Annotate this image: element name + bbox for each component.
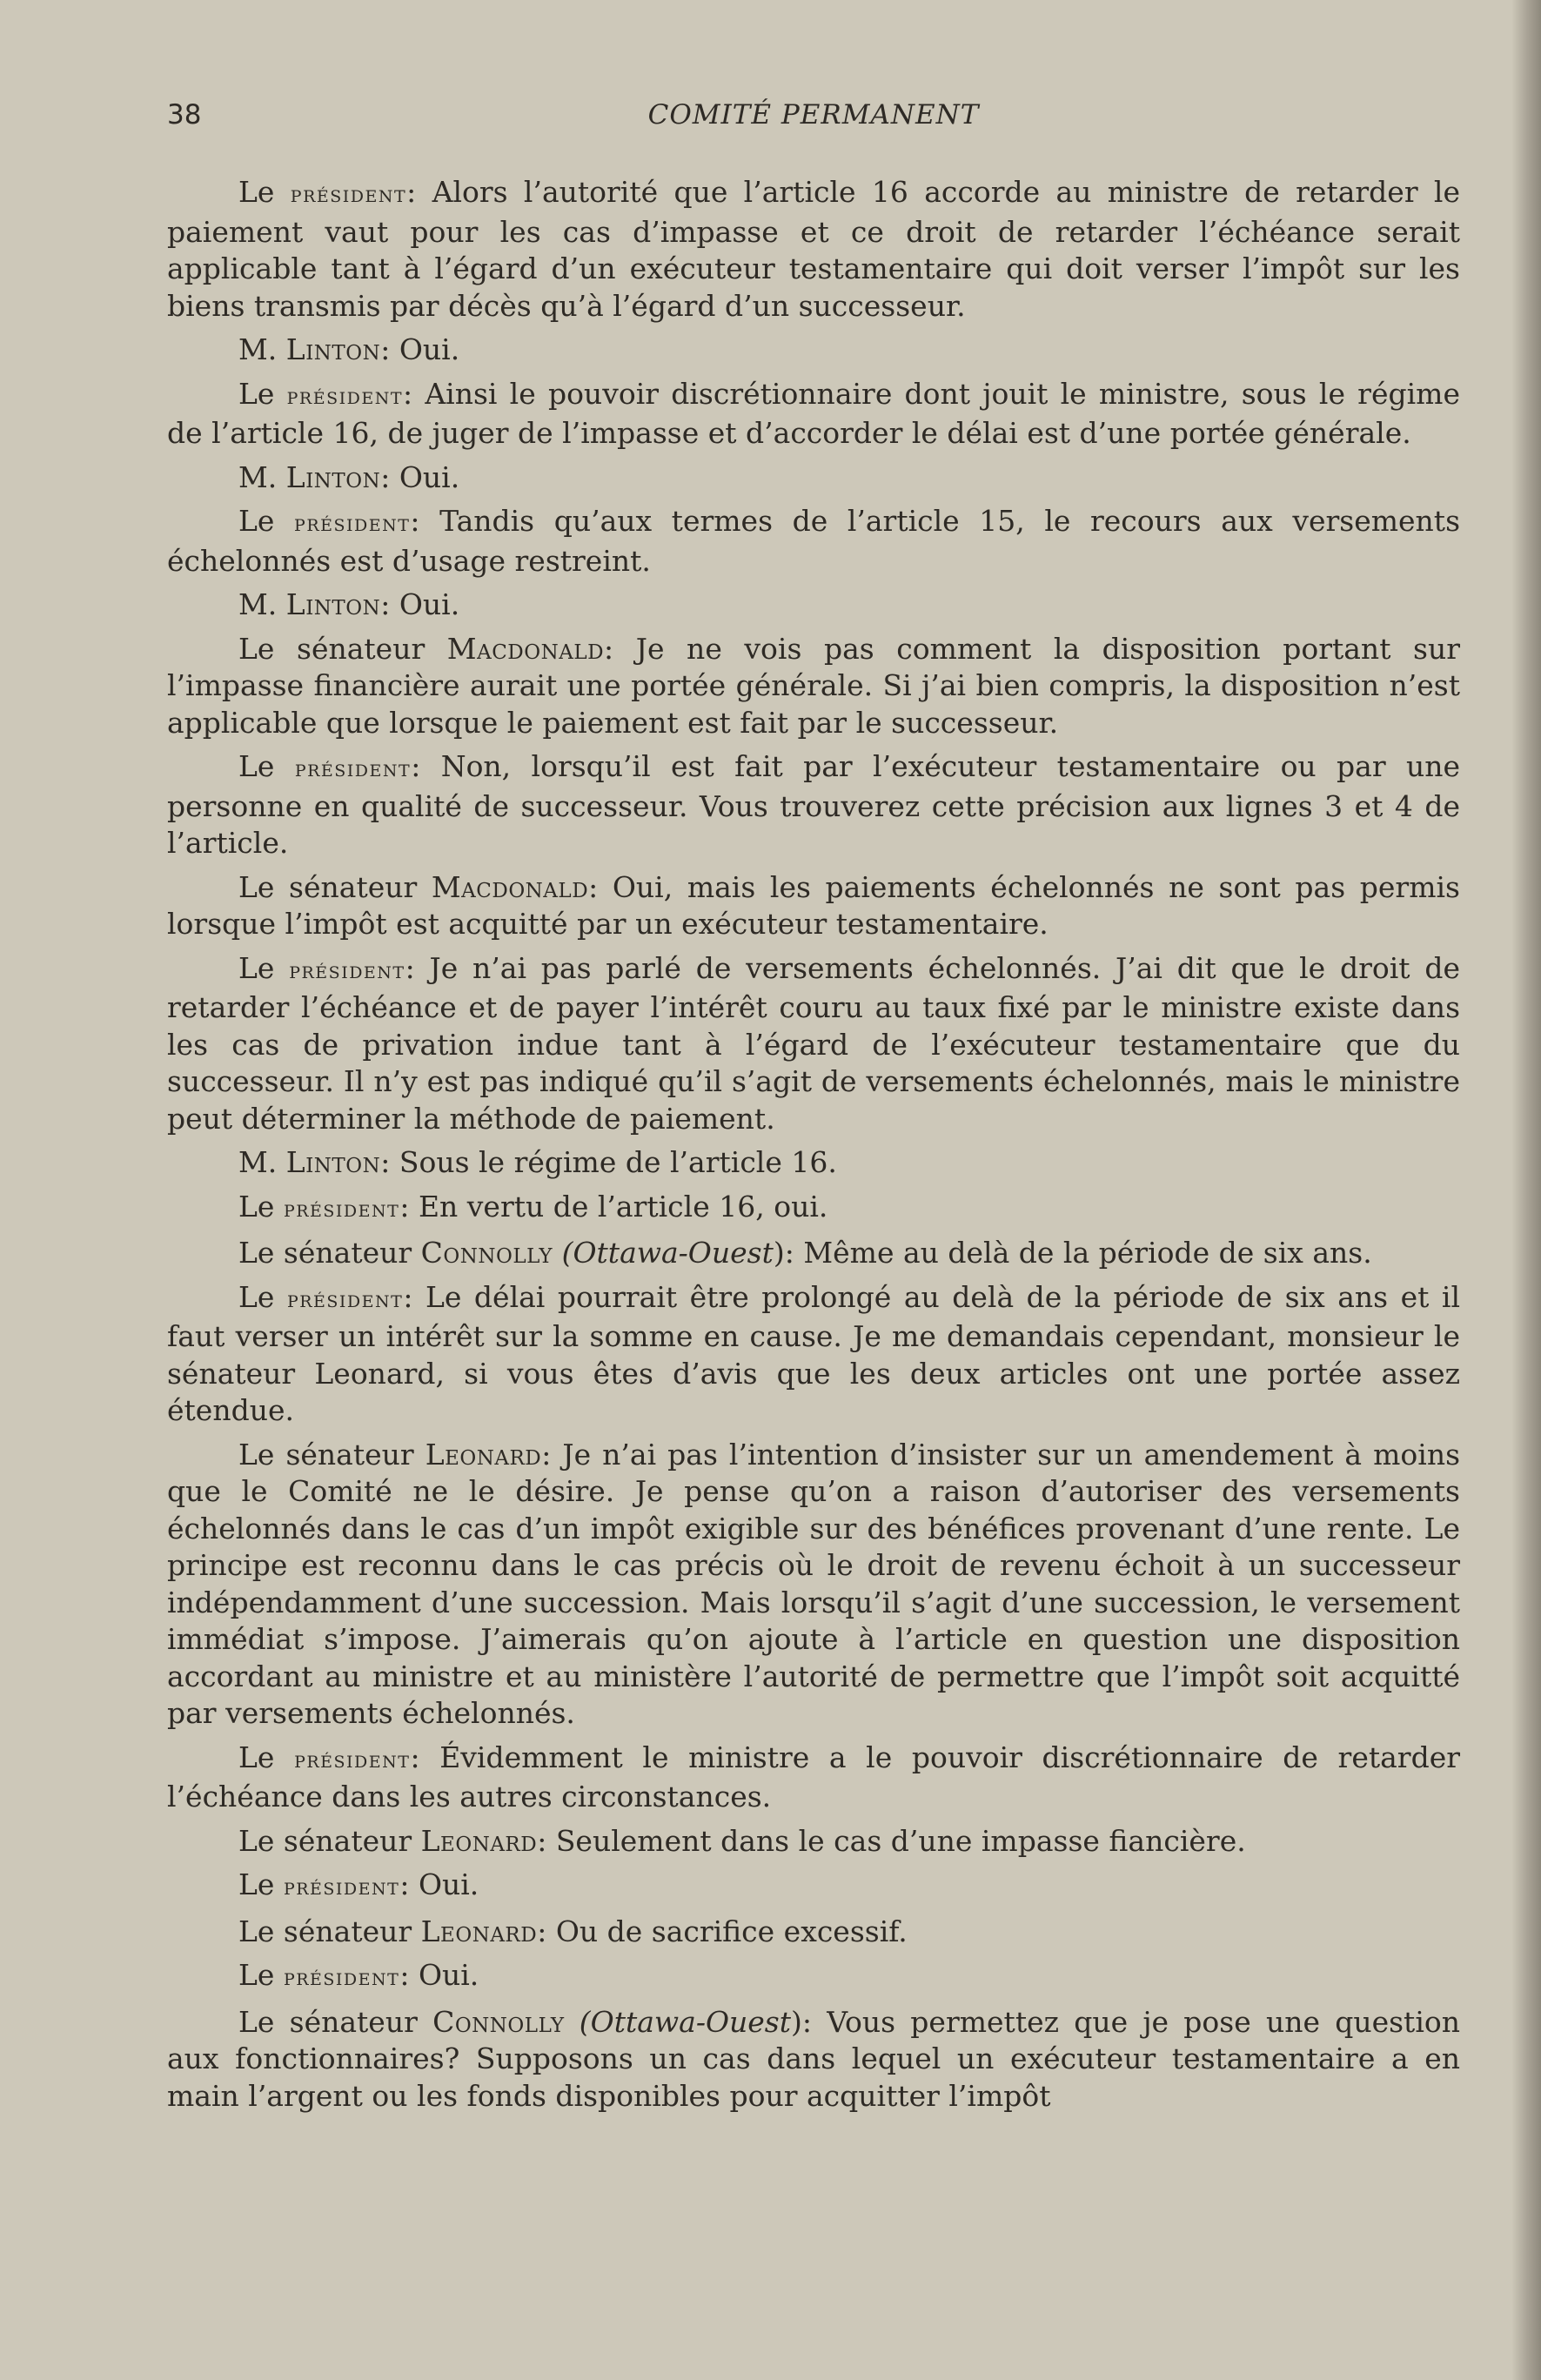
transcript-paragraph: Le président: En vertu de l’article 16, oui. (238, 1189, 828, 1224)
speaker-title: Le (238, 1867, 284, 1901)
transcript-paragraph: Le sénateur Leonard: Seulement dans le cas d’une impasse fiancière. (238, 1823, 1246, 1858)
speaker-title: Le (238, 504, 295, 538)
speech-text: Tandis qu’aux termes de l’article 15, le recours aux versements échelonnés est d’usage restreint. (167, 504, 1460, 578)
transcript-body (167, 174, 1460, 2122)
speech-text: Oui. (399, 587, 460, 621)
transcript-paragraph: Le président: Oui. (238, 1867, 479, 1901)
transcript-paragraph: Le président: Non, lorsqu’il est fait par l’exécuteur testamentaire ou par une personne en qualité de successeur. Vous trouverez cette précision aux lignes 3 et 4 de l’article. (167, 749, 1461, 860)
speech-text: Oui. (399, 459, 460, 494)
transcript-paragraph: Le président: Je n’ai pas parlé de versements échelonnés. J’ai dit que le droit de retarder l’échéance et de payer l’intérêt couru au taux fixé par le ministre existe dans les cas de privation indue tant à l’égard de l’exécuteur testamentaire que du successeur. Il n’y est pas indiqué qu’il s’agit de versements échelonnés, mais le ministre peut déterminer la méthode de paiement. (167, 950, 1460, 1136)
speech-text: Alors l’autorité que l’article 16 accorde au ministre de retarder le paiement vaut pour les cas d’impasse et ce droit de retarder l’échéance serait applicable tant à l’égard d’un exécuteur testamentaire qui doit verser l’impôt sur les biens transmis par décès qu’à l’égard d’un successeur. (167, 175, 1461, 323)
speaker-name: Leonard (420, 1823, 538, 1858)
speech-text: Oui. (418, 1867, 479, 1901)
transcript-paragraph: Le sénateur Macdonald: Je ne vois pas comment la disposition portant sur l’impasse financière aurait une portée générale. Si j’ai bien compris, la disposition n’est applicable que lorsque le paiement est fait par le successeur. (167, 631, 1460, 740)
transcript-paragraph: M. Linton: Oui. (238, 587, 460, 621)
speaker-title: M. (238, 587, 286, 621)
speech-text: Le délai pourrait être prolongé au delà de la période de six ans et il faut verser un intérêt sur la somme en cause. Je me demandais cependant, monsieur le sénateur Leonard, si vous êtes d’avis que les deux articles ont une portée assez étendue. (167, 1279, 1461, 1427)
running-title: COMITÉ PERMANENT (647, 99, 980, 131)
speaker-title: Le (238, 749, 295, 783)
transcript-paragraph: Le président: Le délai pourrait être prolongé au delà de la période de six ans et il faut verser un intérêt sur la somme en cause. Je me demandais cependant, monsieur le sénateur Leonard, si vous êtes d’avis que les deux articles ont une portée assez étendue. (167, 1279, 1461, 1427)
speaker-name: Linton (285, 1145, 381, 1179)
speaker-name: Macdonald (446, 631, 605, 666)
speaker-title: Le (238, 1958, 284, 1992)
speech-text: Non, lorsqu’il est fait par l’exécuteur testamentaire ou par une personne en qualité de successeur. Vous trouverez cette précision aux lignes 3 et 4 de l’article. (167, 749, 1461, 860)
speaker-name: Linton (285, 459, 381, 494)
speech-text: En vertu de l’article 16, oui. (418, 1189, 828, 1224)
speaker-title: Le sénateur (238, 1437, 425, 1472)
transcript-paragraph: Le président: Oui. (238, 1958, 479, 1992)
transcript-paragraph: M. Linton: Sous le régime de l’article 16. (238, 1145, 837, 1179)
speech-text: Je n’ai pas l’intention d’insister sur un amendement à moins que le Comité ne le désire. Je pense qu’on a raison d’autoriser des versements échelonnés dans le cas d’un impôt exigible sur des bénéfices provenant d’une rente. Le principe est reconnu dans le cas précis où le droit de revenu échoit à un successeur indépendamment d’une succession. Mais lorsqu’il s’agit d’une succession, le versement immédiat s’impose. J’aimerais qu’on ajoute à l’article en question une disposition accordant au ministre et au ministère l’autorité de permettre que l’impôt soit acquitté par versements échelonnés. (167, 1437, 1461, 1730)
speech-text: Je n’ai pas parlé de versements échelonnés. J’ai dit que le droit de retarder l’échéance et de payer l’intérêt couru au taux fixé par le ministre existe dans les cas de privation indue tant à l’égard de l’exécuteur testamentaire que du successeur. Il n’y est pas indiqué qu’il s’agit de versements échelonnés, mais le ministre peut déterminer la méthode de paiement. (167, 950, 1460, 1136)
speaker-name: Linton (285, 332, 381, 366)
speaker-name: Leonard (420, 1914, 538, 1948)
speaker-name: président (294, 1746, 411, 1773)
speech-text: Oui. (418, 1958, 479, 1992)
speaker-name: président (289, 956, 405, 984)
speech-text: Ainsi le pouvoir discrétionnaire dont jouit le ministre, sous le régime de l’article 16, de juger de l’impasse et d’accorder le délai est d’une portée générale. (167, 376, 1460, 450)
transcript-paragraph: Le sénateur Connolly (Ottawa-Ouest): Vous permettez que je pose une question aux fonctionnaires? Supposons un cas dans lequel un exécuteur testamentaire a en main l’argent ou les fonds disponibles pour acquitter l’impôt (167, 2004, 1460, 2113)
speech-text: Sous le régime de l’article 16. (399, 1145, 837, 1179)
transcript-paragraph: Le président: Alors l’autorité que l’article 16 accorde au ministre de retarder le paiement vaut pour les cas d’impasse et ce droit de retarder l’échéance serait applicable tant à l’égard d’un exécuteur testamentaire qui doit verser l’impôt sur les biens transmis par décès qu’à l’égard d’un successeur. (167, 175, 1461, 323)
transcript-paragraph: M. Linton: Oui. (238, 459, 460, 494)
speech-text: Je ne vois pas comment la disposition portant sur l’impasse financière aurait une portée générale. Si j’ai bien compris, la disposition n’est applicable que lorsque le paiement est fait par le successeur. (167, 631, 1460, 740)
speech-text: Oui. (399, 332, 460, 366)
speaker-name: Macdonald (431, 869, 589, 904)
speaker-name: président (294, 510, 411, 537)
speaker-name: président (286, 382, 404, 410)
speaker-name: Connolly (432, 2004, 565, 2039)
speaker-title: Le (238, 376, 287, 411)
transcript-paragraph: Le sénateur Leonard: Je n’ai pas l’intention d’insister sur un amendement à moins que le Comité ne le désire. Je pense qu’on a raison d’autoriser des versements échelonnés dans le cas d’un impôt exigible sur des bénéfices provenant d’une rente. Le principe est reconnu dans le cas précis où le droit de revenu échoit à un successeur indépendamment d’une succession. Mais lorsqu’il s’agit d’une succession, le versement immédiat s’impose. J’aimerais qu’on ajoute à l’article en question une disposition accordant au ministre et au ministère l’autorité de permettre que l’impôt soit acquitté par versements échelonnés. (167, 1437, 1461, 1730)
page-header (167, 99, 1460, 143)
speech-text: Oui, mais les paiements échelonnés ne sont pas permis lorsque l’impôt est acquitté par un exécuteur testamentaire. (167, 869, 1460, 941)
page-edge-shadow (1511, 0, 1541, 2380)
speaker-name: président (283, 1195, 400, 1223)
speaker-name: président (294, 755, 412, 782)
speech-text: Vous permettez que je pose une question aux fonctionnaires? Supposons un cas dans lequel un exécuteur testamentaire a en main l’argent ou les fonds disponibles pour acquitter l’impôt (167, 2004, 1460, 2113)
transcript-paragraph: Le sénateur Connolly (Ottawa-Ouest): Même au delà de la période de six ans. (238, 1236, 1372, 1270)
speech-text: Ou de sacrifice excessif. (555, 1914, 908, 1948)
speech-text: Évidemment le ministre a le pouvoir discrétionnaire de retarder l’échéance dans les autres circonstances. (167, 1740, 1461, 1813)
speaker-name: Leonard (425, 1437, 542, 1472)
speaker-region: (Ottawa-Ouest) (553, 1236, 785, 1270)
transcript-paragraph: Le président: Tandis qu’aux termes de l’article 15, le recours aux versements échelonnés est d’usage restreint. (167, 504, 1460, 578)
speaker-name: président (283, 1874, 400, 1901)
speaker-title: Le (238, 175, 291, 209)
transcript-paragraph: Le président: Ainsi le pouvoir discrétionnaire dont jouit le ministre, sous le régime de l’article 16, de juger de l’impasse et d’accorder le délai est d’une portée générale. (167, 376, 1460, 450)
speaker-title: Le sénateur (238, 2004, 433, 2039)
transcript-paragraph: Le sénateur Leonard: Ou de sacrifice excessif. (238, 1914, 908, 1948)
transcript-paragraph: Le sénateur Macdonald: Oui, mais les paiements échelonnés ne sont pas permis lorsque l’impôt est acquitté par un exécuteur testamentaire. (167, 869, 1460, 941)
speech-text: Seulement dans le cas d’une impasse fiancière. (555, 1823, 1246, 1858)
speaker-title: Le sénateur (238, 631, 447, 666)
speaker-name: président (290, 181, 407, 208)
speaker-title: M. (238, 459, 286, 494)
speaker-name: président (286, 1285, 404, 1313)
speaker-title: Le (238, 1279, 287, 1314)
page-number: 38 (167, 99, 202, 131)
speaker-name: Linton (285, 587, 381, 621)
speaker-region: (Ottawa-Ouest) (564, 2004, 802, 2039)
speaker-title: M. (238, 1145, 286, 1179)
speaker-title: Le sénateur (238, 869, 432, 904)
speaker-name: président (283, 1964, 400, 1991)
speaker-title: Le sénateur (238, 1914, 421, 1948)
speaker-title: M. (238, 332, 286, 366)
transcript-paragraph: M. Linton: Oui. (238, 332, 460, 366)
speaker-title: Le (238, 950, 290, 985)
speaker-title: Le sénateur (238, 1823, 421, 1858)
transcript-paragraph: Le président: Évidemment le ministre a le pouvoir discrétionnaire de retarder l’échéance dans les autres circonstances. (167, 1740, 1461, 1813)
speech-text: Même au delà de la période de six ans. (803, 1236, 1372, 1270)
speaker-title: Le (238, 1740, 295, 1774)
speaker-name: Connolly (420, 1236, 553, 1270)
speaker-title: Le sénateur (238, 1236, 421, 1270)
speaker-title: Le (238, 1189, 284, 1224)
